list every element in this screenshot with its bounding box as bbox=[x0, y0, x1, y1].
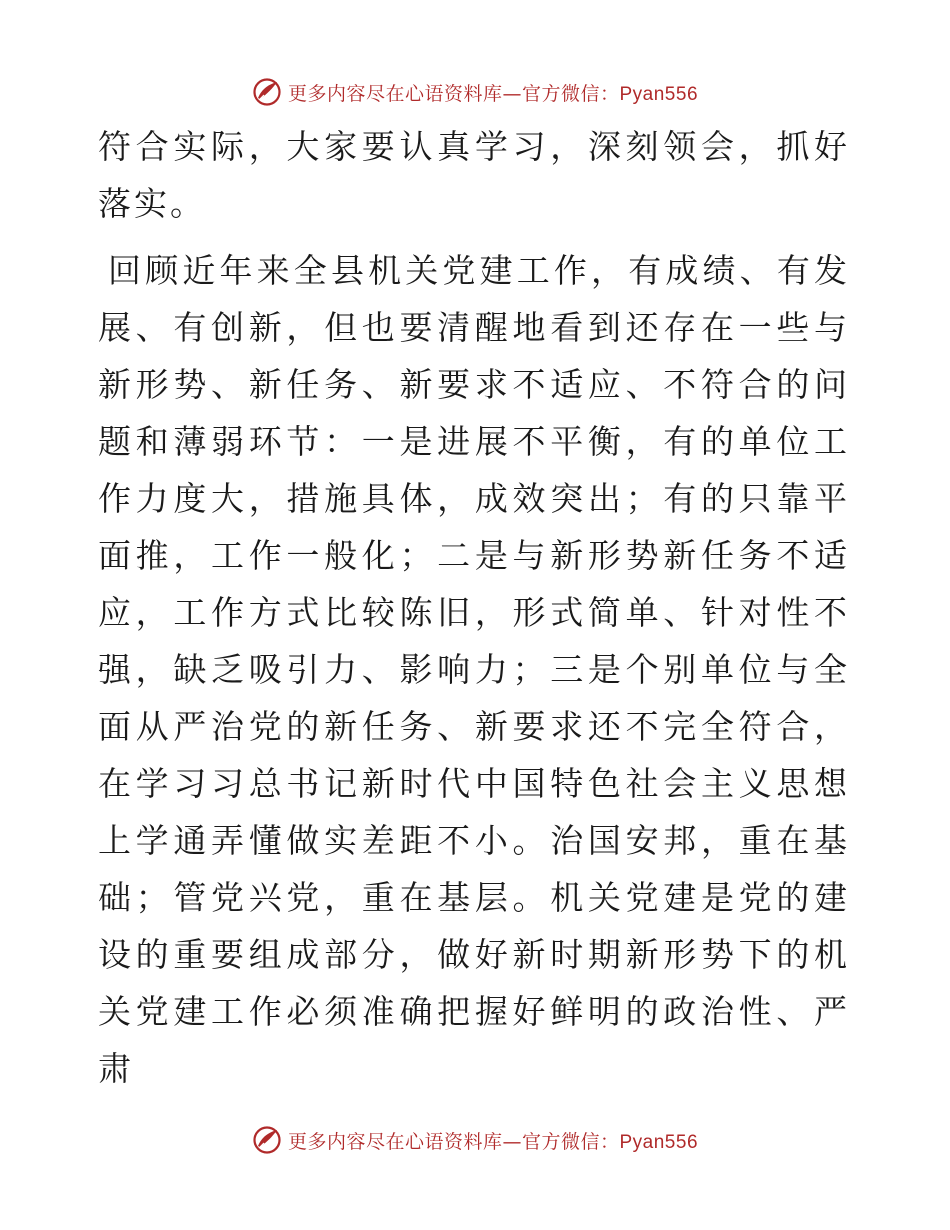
footer-banner-text bbox=[288, 1127, 698, 1154]
wechat-label: 官方微信： bbox=[521, 1130, 620, 1153]
banner-separator: — bbox=[502, 82, 522, 105]
wechat-label: 官方微信： bbox=[521, 82, 620, 105]
pen-logo-icon bbox=[252, 1125, 282, 1155]
brand-text: 更多内容尽在心语资料库 bbox=[287, 82, 503, 105]
paragraph-1: 符合实际，大家要认真学习，深刻领会，抓好落实。 bbox=[98, 127, 850, 223]
header-banner bbox=[0, 72, 950, 112]
document-body bbox=[98, 118, 850, 1097]
footer-banner bbox=[0, 1120, 950, 1160]
header-banner-text bbox=[288, 79, 698, 106]
paragraph-2: 回顾近年来全县机关党建工作，有成绩、有发展、有创新，但也要清醒地看到还存在一些与新形势、新任务、新要求不适应、不符合的问题和薄弱环节：一是进展不平衡，有的单位工作力度大，措施具体，成效突出；有的只靠平面推，工作一般化；二是与新形势新任务不适应，工作方式比较陈旧，形式简单、针对性不强，缺乏吸引力、影响力；三是个别单位与全面从严治党的新任务、新要求还不完全符合，在学习习总书记新时代中国特色社会主义思想上学通弄懂做实差距不小。治国安邦，重在基础；管党兴党，重在基层。机关党建是党的建设的重要组成部分，做好新时期新形势下的机关党建工作必须准确把握好鲜明的政治性、严肃 bbox=[98, 251, 850, 1088]
wechat-id: Pyan556 bbox=[619, 83, 699, 105]
banner-separator: — bbox=[502, 1130, 522, 1153]
brand-text: 更多内容尽在心语资料库 bbox=[287, 1130, 503, 1153]
pen-logo-icon bbox=[252, 77, 282, 107]
wechat-id: Pyan556 bbox=[619, 1131, 699, 1153]
